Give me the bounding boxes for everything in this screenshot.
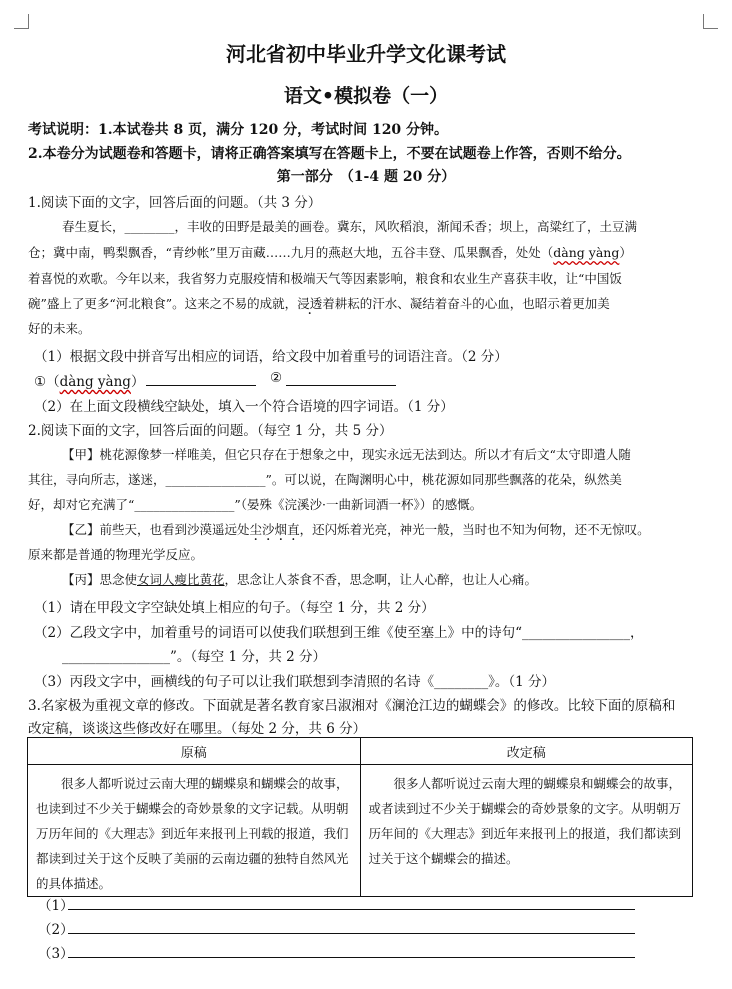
text-span: ，思念让人茶食不香，思念啊，让人心醉，也让人心痛。 <box>224 572 538 587</box>
emphasized-char: 直 <box>287 522 300 537</box>
answer-blank-2[interactable] <box>286 385 396 386</box>
q1-passage-line-2 <box>28 243 632 261</box>
text-span: 着耕耘的汗水、凝结着奋斗的心血，也昭示着更加美 <box>322 296 610 311</box>
emphasized-char: 烟 <box>274 522 288 537</box>
answer-label-q3-2: （2） <box>38 922 74 938</box>
pinyin-dangyang: dàng yàng <box>59 374 131 390</box>
corner-mark-top-left <box>14 14 29 29</box>
underlined-sentence: 女词人瘦比黄花 <box>137 572 225 587</box>
pinyin-dangyang: dàng yàng <box>553 245 620 260</box>
q3-prompt-line-1: 3.名家极为重视文章的修改。下面就是著名教育家吕淑湘对《澜沧江边的蝴蝶会》的修改。比较下面的原稿和 <box>28 698 676 714</box>
q2-jia-line-1: 【甲】桃花源像梦一样唯美，但它只存在于想象之中，现实永远无法到达。所以才有后文“太守即遣人随 <box>62 447 631 462</box>
q1-passage-line-5: 好的未来。 <box>28 321 91 336</box>
answer-line-q3-2[interactable] <box>68 933 635 934</box>
q2-jia-line-3: 好，却对它充满了“________________”（晏殊《浣溪沙·一曲新词酒一杯》）的感慨。 <box>28 497 483 512</box>
q1-passage-line-1: 春生夏长，________，丰收的田野是最美的画卷。冀东，风吹稻浪，渐闻禾香；坝上，高粱红了，土豆满 <box>62 219 638 234</box>
q1-passage-line-4 <box>28 294 610 312</box>
comparison-table <box>27 737 693 897</box>
original-text-cell: 很多人都听说过云南大理的蝴蝶泉和蝴蝶会的故事，也读到过不少关于蝴蝶会的奇妙景象的文字记载。从明朝万历年间的《大理志》到近年来报刊上刊载的报道，我们都读到过关于这个反映了美丽的云南边疆的独特自然风光的具体描述。 <box>28 765 361 897</box>
table-header-original: 原稿 <box>28 738 361 765</box>
q2-prompt: 2.阅读下面的文字，回答后面的问题。（每空 1 分，共 5 分） <box>28 423 393 439</box>
emphasized-char: 尘 <box>249 522 263 537</box>
q1-sub2: （2）在上面文段横线空缺处，填入一个符合语境的四字词语。（1 分） <box>34 399 454 415</box>
q2-bing-line <box>62 570 537 588</box>
q2-sub2-line-2: ________________”。（每空 1 分，共 2 分） <box>62 649 326 665</box>
instruction-line-2: 2.本卷分为试题卷和答题卡，请将正确答案填写在答题卡上，不要在试题卷上作答，否则不给分。 <box>28 146 631 162</box>
q2-sub1: （1）请在甲段文字空缺处填上相应的句子。（每空 1 分，共 2 分） <box>34 600 435 616</box>
text-span: 【丙】思念使 <box>62 572 138 587</box>
q2-sub3: （3）丙段文字中，画横线的句子可以让我们联想到李清照的名诗《________》。（1 分） <box>34 674 555 690</box>
text-span: ，还闪烁着光亮，神光一般，当时也不知为何物，还不无惊叹。 <box>299 522 650 537</box>
q1-passage-line-3: 着喜悦的欢歌。今年以来，我省努力克服疫情和极端天气等因素影响，粮食和农业生产喜获丰收，让“中国饭 <box>28 271 622 286</box>
text-span: ） <box>619 245 632 260</box>
answer-line-q3-3[interactable] <box>68 957 635 958</box>
q2-yi-line-2: 原来都是普通的物理光学反应。 <box>28 547 204 562</box>
answer-blank-1[interactable] <box>146 385 256 386</box>
text-span: ①（ <box>34 374 60 390</box>
emphasized-word-jintou: 浸透 <box>297 296 323 311</box>
answer-label-q3-3: （3） <box>38 946 74 962</box>
page-title: 河北省初中毕业升学文化课考试 <box>226 42 506 66</box>
q1-sub1: （1）根据文段中拼音写出相应的词语，给文段中加着重号的词语注音。（2 分） <box>34 349 508 365</box>
corner-mark-top-right <box>703 14 718 29</box>
text-span: 【乙】前些天，也看到沙漠遥远处 <box>62 522 250 537</box>
text-span: 仓；冀中南，鸭梨飘香，“青纱帐”里万亩藏……九月的燕赵大地，五谷丰登、瓜果飘香，处处（ <box>28 245 554 260</box>
answer-line-q3-1[interactable] <box>68 909 635 910</box>
emphasized-phrase <box>250 522 300 537</box>
answer-label-q3-1: （1） <box>38 898 74 914</box>
q2-sub2-line-1: （2）乙段文字中，加着重号的词语可以使我们联想到王维《使至塞上》中的诗句“________________， <box>34 625 644 641</box>
q2-jia-line-2: 其往，寻向所志，遂迷，________________”。可以说，在陶渊明心中，桃花源如同那些飘落的花朵，纵然美 <box>28 472 622 487</box>
table-row <box>28 765 693 897</box>
table-header-revised: 改定稿 <box>360 738 693 765</box>
q1-sub1-answer <box>34 370 144 390</box>
text-span: ） <box>130 374 145 390</box>
q1-prompt: 1.阅读下面的文字，回答后面的问题。（共 3 分） <box>28 195 322 211</box>
text-span: 碗”盛上了更多“河北粮食”。这来之不易的成就， <box>28 296 298 311</box>
emphasized-char: 沙 <box>262 522 275 537</box>
table-header-row <box>28 738 693 765</box>
section-title: 第一部分 （1-4 题 20 分） <box>276 169 456 185</box>
page-subtitle: 语文•模拟卷（一） <box>283 85 449 107</box>
revised-text-cell: 很多人都听说过云南大理的蝴蝶泉和蝴蝶会的故事，或者读到过不少关于蝴蝶会的奇妙景象的文字。从明朝万历年间的《大理志》到近年来报刊上的报道，我们都读到过关于这个蝴蝶会的描述。 <box>360 765 693 897</box>
instruction-line-1: 考试说明：1.本试卷共 8 页，满分 120 分，考试时间 120 分钟。 <box>28 122 449 138</box>
q2-yi-line-1 <box>62 520 650 538</box>
q3-prompt-line-2: 改定稿，谈谈这些修改好在哪里。（每处 2 分，共 6 分） <box>28 721 367 737</box>
answer-label-2: ② <box>270 370 283 386</box>
